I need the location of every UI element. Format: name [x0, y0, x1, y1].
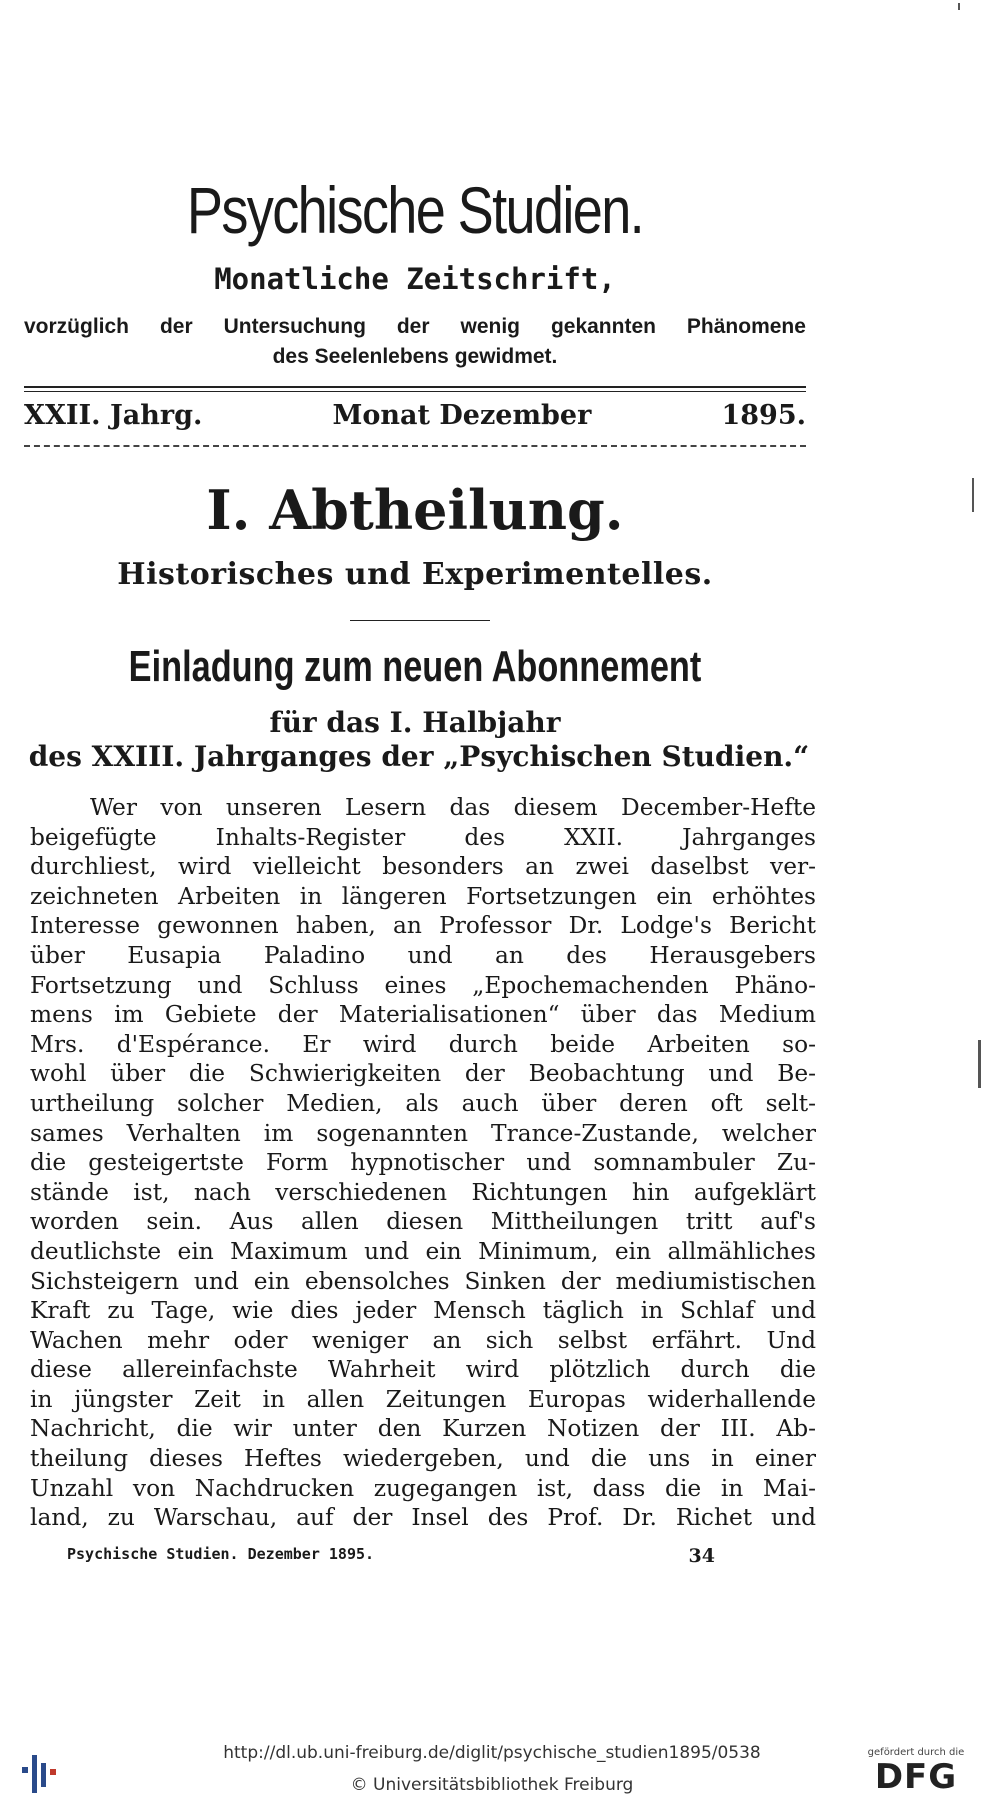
document-url-link[interactable]: http://dl.ub.uni-freiburg.de/diglit/psychische_studien1895/0538 [223, 1743, 761, 1763]
text-line: theilung dieses Heftes wiedergeben, und die uns in einer [30, 1445, 816, 1473]
text-line: land, zu Warschau, auf der Insel des Prof. Dr. Richet und [30, 1504, 816, 1532]
text-line: in jüngster Zeit in allen Zeitungen Europas widerhallende [30, 1385, 816, 1413]
text-line: urtheilung solcher Medien, als auch über deren oft selt- [30, 1089, 816, 1117]
journal-title: Psychische Studien. [186, 173, 644, 247]
text-line: durchliest, wird vielleicht besonders an zwei daselbst ver- [30, 853, 816, 881]
text-line: beigefügte Inhalts-Register des XXII. Jahrganges [30, 823, 816, 851]
text-line: Unzahl von Nachdrucken zugegangen ist, dass die in Mai- [30, 1474, 816, 1502]
article-heading-2: für das I. Halbjahr [269, 706, 561, 739]
text-line: deutlichste ein Maximum und ein Minimum, ein allmähliches [30, 1237, 816, 1265]
article-heading: Einladung zum neuen Abonnement [128, 642, 702, 691]
article-body [30, 793, 816, 1533]
copyright-notice: © Universitätsbibliothek Freiburg [350, 1775, 634, 1795]
scan-mark [978, 1040, 981, 1088]
text-line: Wer von unseren Lesern das diesem December-Hefte [90, 794, 816, 821]
text-line: Kraft zu Tage, wie dies jeder Mensch täglich in Schlaf und [30, 1297, 816, 1325]
header-rule [24, 386, 806, 388]
page-footer [67, 1545, 715, 1567]
desc-word: gekannten [550, 315, 656, 338]
desc-word: der [396, 315, 430, 338]
journal-subtitle: Monatliche Zeitschrift, [214, 262, 616, 296]
desc-word: wenig [460, 315, 520, 338]
desc-word: der [159, 315, 193, 338]
issue-dashed-rule [24, 445, 806, 447]
text-line: Nachricht, die wir unter den Kurzen Notizen der III. Ab- [30, 1415, 816, 1443]
issue-year: XXII. Jahrg. [24, 400, 203, 431]
dfg-wordmark: DFG [874, 1757, 958, 1797]
text-line: sames Verhalten im sogenannten Trance-Zustande, welcher [30, 1119, 816, 1147]
text-line: Fortsetzung und Schluss eines „Epochemachenden Phäno- [30, 971, 816, 999]
section-subtitle: Historisches und Experimentelles. [117, 557, 713, 592]
text-line: Interesse gewonnen haben, an Professor Dr. Lodge's Bericht [30, 912, 816, 940]
scan-mark [972, 478, 974, 512]
text-line: Wachen mehr oder weniger an sich selbst erfährt. Und [30, 1326, 816, 1354]
page-number: 34 [688, 1545, 715, 1567]
text-line: mens im Gebiete der Materialisationen“ über das Medium [30, 1001, 816, 1029]
article-heading-3: des XXIII. Jahrganges der „Psychischen Studien.“ [28, 740, 810, 773]
text-line: zeichneten Arbeiten in längeren Fortsetzungen ein erhöhtes [30, 882, 816, 910]
scan-mark [958, 3, 960, 10]
desc-word: Phänomene [686, 315, 806, 338]
running-title: Psychische Studien. Dezember 1895. [67, 1545, 375, 1563]
section-divider [350, 620, 490, 621]
issue-month: Monat Dezember [332, 400, 592, 431]
header-rule-thin [24, 391, 806, 392]
issue-date: 1895. [721, 400, 806, 431]
text-line: stände ist, nach verschiedenen Richtungen hin aufgeklärt [30, 1178, 816, 1206]
journal-description-line-1 [24, 315, 806, 339]
dfg-logo [862, 1747, 970, 1803]
text-line: über Eusapia Paladino und an des Herausgebers [30, 941, 816, 969]
dfg-tagline: gefördert durch die [867, 1747, 965, 1758]
journal-description-line-2: des Seelenlebens gewidmet. [272, 345, 558, 368]
issue-line [24, 400, 806, 431]
viewer-footer-bar [0, 1735, 984, 1809]
text-line: Mrs. d'Espérance. Er wird durch beide Arbeiten so- [30, 1030, 816, 1058]
text-line: worden sein. Aus allen diesen Mittheilungen tritt auf's [30, 1208, 816, 1236]
text-line: diese allereinfachste Wahrheit wird plötzlich durch die [30, 1356, 816, 1384]
desc-word: vorzüglich [24, 315, 130, 338]
desc-word: Untersuchung [223, 315, 366, 338]
text-line: wohl über die Schwierigkeiten der Beobachtung und Be- [30, 1060, 816, 1088]
text-line: die gesteigertste Form hypnotischer und somnambuler Zu- [30, 1149, 816, 1177]
text-line: Sichsteigern und ein ebensolches Sinken der mediumistischen [30, 1267, 816, 1295]
section-title: I. Abtheilung. [206, 478, 624, 542]
